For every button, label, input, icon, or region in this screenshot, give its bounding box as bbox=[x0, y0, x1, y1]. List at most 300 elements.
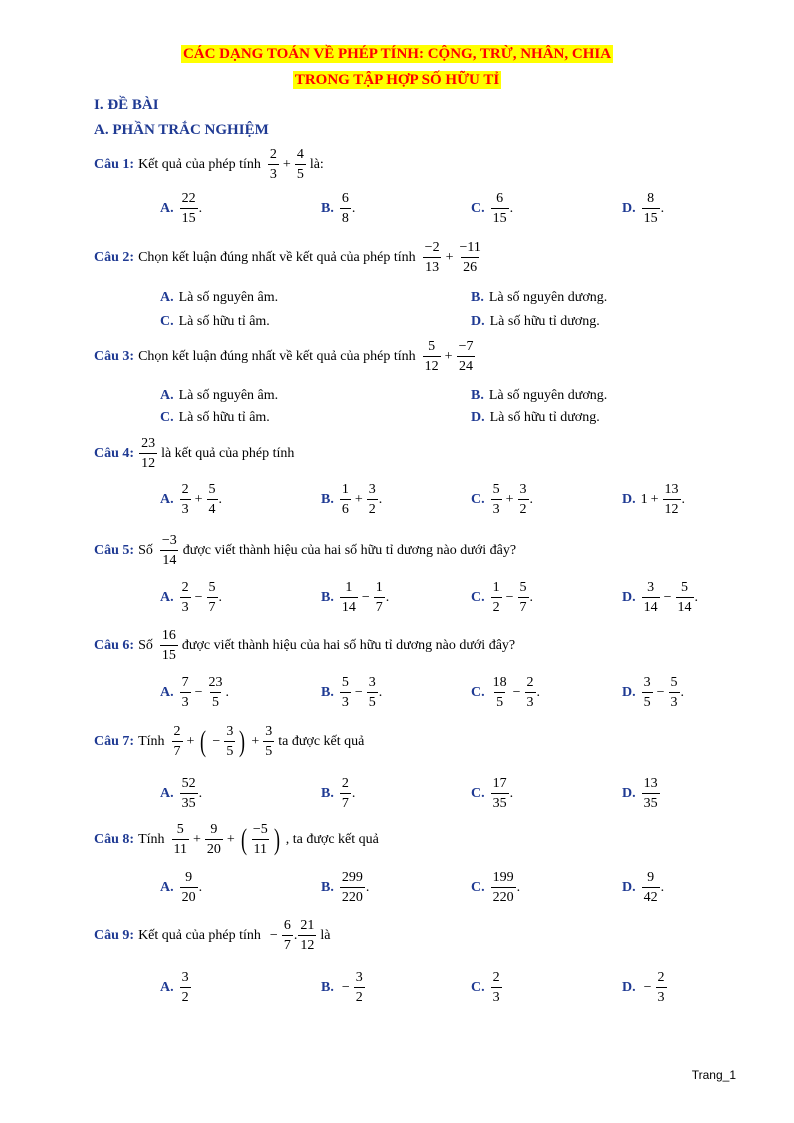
question-text: là bbox=[320, 927, 331, 943]
expr-text: Là số hữu tỉ âm. bbox=[178, 314, 270, 329]
option-expression bbox=[179, 580, 222, 616]
denominator: 7 bbox=[374, 597, 385, 615]
expr-text: . bbox=[509, 785, 514, 801]
option-a[interactable] bbox=[160, 776, 202, 812]
title-text: CÁC DẠNG TOÁN VỀ PHÉP TÍNH: CỘNG, TRỪ, NHÂN, CHIA bbox=[182, 46, 612, 62]
question-label: Câu 6: bbox=[94, 637, 135, 653]
question-text: được viết thành hiệu của hai số hữu tỉ dương nào dưới đây? bbox=[182, 542, 517, 558]
operator: − bbox=[212, 733, 221, 749]
option-label: A. bbox=[160, 979, 174, 995]
expr-text: . bbox=[680, 684, 685, 700]
numerator: 2 bbox=[492, 970, 500, 985]
expr-text: . bbox=[378, 491, 383, 507]
option-a[interactable] bbox=[160, 191, 202, 227]
fraction bbox=[295, 147, 306, 183]
numerator: 3 bbox=[181, 970, 189, 985]
numerator: 5 bbox=[492, 482, 500, 497]
question-text: ta được kết quả bbox=[278, 733, 365, 749]
denominator: 7 bbox=[340, 793, 351, 811]
denominator: 3 bbox=[268, 164, 279, 182]
option-label: C. bbox=[471, 979, 485, 995]
operator: + bbox=[650, 491, 659, 507]
fraction bbox=[180, 970, 191, 1006]
question-label: Câu 5: bbox=[94, 542, 135, 558]
fraction bbox=[180, 482, 191, 518]
numerator: 1 bbox=[341, 482, 349, 497]
fraction bbox=[374, 580, 385, 616]
question-text: Tính bbox=[138, 733, 165, 749]
option-expression bbox=[489, 388, 607, 404]
numerator: 6 bbox=[496, 191, 504, 206]
fraction bbox=[491, 970, 502, 1006]
fraction bbox=[423, 339, 441, 375]
option-label: C. bbox=[471, 589, 485, 605]
fraction bbox=[491, 482, 502, 518]
option-d[interactable] bbox=[622, 191, 664, 227]
expr-text: Là số hữu tỉ âm. bbox=[178, 410, 270, 425]
numerator: 3 bbox=[643, 675, 651, 690]
expr-text: Là số nguyên dương. bbox=[488, 290, 608, 305]
question-2 bbox=[94, 240, 484, 276]
numerator: 9 bbox=[647, 870, 655, 885]
denominator: 12 bbox=[423, 356, 441, 374]
option-b[interactable] bbox=[321, 191, 355, 227]
denominator: 42 bbox=[642, 887, 660, 905]
option-b[interactable] bbox=[321, 870, 369, 906]
question-3 bbox=[94, 339, 476, 375]
option-c[interactable] bbox=[471, 970, 503, 1006]
option-label: C. bbox=[160, 410, 174, 425]
option-a[interactable] bbox=[160, 970, 192, 1006]
numerator: 52 bbox=[181, 776, 196, 791]
numerator: −7 bbox=[458, 339, 474, 354]
option-expression bbox=[490, 970, 503, 1006]
denominator: 2 bbox=[518, 499, 529, 517]
denominator: 5 bbox=[224, 741, 235, 759]
option-c[interactable] bbox=[471, 776, 513, 812]
title-line-2 bbox=[0, 72, 794, 89]
numerator: 2 bbox=[181, 580, 189, 595]
expr-text: . bbox=[529, 589, 534, 605]
fraction bbox=[367, 675, 378, 711]
fraction bbox=[207, 675, 225, 711]
denominator: 35 bbox=[642, 793, 660, 811]
fraction bbox=[642, 580, 660, 616]
numerator: 5 bbox=[208, 580, 216, 595]
fraction bbox=[491, 191, 509, 227]
numerator: 4 bbox=[296, 147, 304, 162]
expr-text: . bbox=[385, 589, 390, 605]
option-d[interactable] bbox=[622, 482, 685, 518]
numerator: 9 bbox=[210, 822, 218, 837]
question-text: Tính bbox=[138, 831, 165, 847]
left-paren: ( bbox=[200, 724, 207, 758]
question-label: Câu 3: bbox=[94, 348, 135, 364]
fraction bbox=[340, 191, 351, 227]
option-expression bbox=[490, 675, 540, 711]
operator: + bbox=[444, 348, 453, 364]
option-expression bbox=[641, 776, 661, 812]
operator: + bbox=[193, 831, 201, 847]
denominator: 2 bbox=[491, 597, 502, 615]
option-expression bbox=[641, 191, 665, 227]
denominator: 35 bbox=[491, 793, 509, 811]
fraction bbox=[172, 822, 189, 858]
option-c[interactable] bbox=[471, 482, 533, 518]
option-label: D. bbox=[622, 200, 636, 216]
numerator: 2 bbox=[269, 147, 277, 162]
operator: − bbox=[194, 684, 203, 700]
numerator: −3 bbox=[161, 533, 177, 548]
numerator: 7 bbox=[181, 675, 189, 690]
option-expression bbox=[339, 776, 356, 812]
left-paren: ( bbox=[240, 822, 247, 856]
operator: + bbox=[282, 156, 291, 172]
option-a[interactable] bbox=[160, 675, 229, 711]
fraction bbox=[642, 776, 660, 812]
numerator: 21 bbox=[300, 918, 315, 933]
operator: − bbox=[194, 589, 203, 605]
fraction bbox=[298, 918, 316, 954]
fraction bbox=[340, 482, 351, 518]
option-b[interactable] bbox=[321, 970, 366, 1006]
expr-text: Là số nguyên âm. bbox=[178, 290, 279, 305]
operator: + bbox=[354, 491, 363, 507]
fraction bbox=[263, 724, 274, 760]
option-expression bbox=[339, 970, 366, 1006]
option-label: D. bbox=[622, 491, 636, 507]
fraction bbox=[282, 918, 293, 954]
option-label: B. bbox=[321, 979, 334, 995]
fraction bbox=[642, 675, 653, 711]
numerator: 199 bbox=[492, 870, 514, 885]
option-expression bbox=[490, 314, 600, 330]
numerator: 3 bbox=[368, 675, 376, 690]
option-label: B. bbox=[471, 290, 484, 305]
fraction bbox=[525, 675, 536, 711]
option-b[interactable] bbox=[321, 482, 382, 518]
option-label: C. bbox=[471, 200, 485, 216]
option-label: B. bbox=[321, 200, 334, 216]
option-label: B. bbox=[321, 785, 334, 801]
denominator: 12 bbox=[139, 453, 157, 471]
option-expression bbox=[339, 580, 389, 616]
operator: + bbox=[194, 491, 203, 507]
option-c[interactable] bbox=[160, 410, 270, 426]
fraction bbox=[354, 970, 365, 1006]
option-expression bbox=[179, 776, 203, 812]
numerator: −5 bbox=[252, 822, 268, 837]
numerator: 1 bbox=[345, 580, 353, 595]
denominator: 14 bbox=[340, 597, 358, 615]
option-label: A. bbox=[160, 491, 174, 507]
option-a[interactable] bbox=[160, 482, 222, 518]
denominator: 11 bbox=[252, 839, 269, 857]
question-expression bbox=[171, 724, 276, 760]
fraction bbox=[518, 580, 529, 616]
numerator: 299 bbox=[341, 870, 363, 885]
option-b[interactable] bbox=[471, 388, 607, 404]
fraction bbox=[340, 580, 358, 616]
denominator: 3 bbox=[180, 499, 191, 517]
option-expression bbox=[179, 970, 192, 1006]
denominator: 5 bbox=[210, 692, 221, 710]
option-label: B. bbox=[471, 388, 484, 403]
denominator: 12 bbox=[663, 499, 681, 517]
option-label: D. bbox=[471, 410, 485, 425]
denominator: 35 bbox=[180, 793, 198, 811]
fraction bbox=[663, 482, 681, 518]
fraction bbox=[340, 776, 351, 812]
question-expression bbox=[422, 240, 484, 276]
option-label: D. bbox=[622, 979, 636, 995]
fraction bbox=[224, 724, 235, 760]
expr-text: . bbox=[225, 684, 230, 700]
fraction bbox=[160, 628, 178, 664]
denominator: 11 bbox=[172, 839, 189, 857]
option-a[interactable] bbox=[160, 388, 278, 404]
subsection-heading: A. PHẦN TRẮC NGHIỆM bbox=[94, 122, 269, 138]
option-label: A. bbox=[160, 200, 174, 216]
numerator: −11 bbox=[459, 240, 481, 255]
option-expression bbox=[641, 580, 698, 616]
question-expression bbox=[159, 533, 180, 569]
numerator: 5 bbox=[208, 482, 216, 497]
operator: − bbox=[512, 684, 521, 700]
numerator: 3 bbox=[368, 482, 376, 497]
option-expression bbox=[179, 191, 203, 227]
question-text: Số bbox=[138, 542, 153, 558]
expr-text: . bbox=[198, 879, 203, 895]
numerator: 5 bbox=[681, 580, 689, 595]
denominator: 15 bbox=[160, 645, 178, 663]
option-d[interactable] bbox=[622, 970, 668, 1006]
operator: − bbox=[663, 589, 672, 605]
numerator: 8 bbox=[647, 191, 655, 206]
fraction bbox=[676, 580, 694, 616]
denominator: 220 bbox=[340, 887, 365, 905]
expr-text: 1 bbox=[640, 491, 648, 507]
question-label: Câu 9: bbox=[94, 927, 135, 943]
option-c[interactable] bbox=[471, 191, 513, 227]
option-label: B. bbox=[321, 879, 334, 895]
fraction bbox=[491, 870, 516, 906]
fraction bbox=[491, 675, 509, 711]
denominator: 3 bbox=[656, 987, 667, 1005]
page-footer: Trang_1 bbox=[691, 1068, 736, 1082]
option-d[interactable] bbox=[471, 314, 600, 330]
operator: + bbox=[251, 733, 260, 749]
denominator: 220 bbox=[491, 887, 516, 905]
option-d[interactable] bbox=[622, 776, 661, 812]
expr-text: . bbox=[660, 200, 665, 216]
option-d[interactable] bbox=[622, 580, 698, 616]
option-expression bbox=[179, 290, 279, 306]
question-expression bbox=[171, 822, 283, 858]
fraction bbox=[180, 776, 198, 812]
option-label: B. bbox=[321, 491, 334, 507]
option-label: D. bbox=[622, 879, 636, 895]
numerator: 5 bbox=[519, 580, 527, 595]
option-label: D. bbox=[622, 684, 636, 700]
option-expression bbox=[490, 776, 514, 812]
option-d[interactable] bbox=[622, 675, 684, 711]
denominator: 3 bbox=[491, 987, 502, 1005]
fraction bbox=[172, 724, 183, 760]
denominator: 3 bbox=[180, 692, 191, 710]
fraction bbox=[180, 580, 191, 616]
numerator: 3 bbox=[355, 970, 363, 985]
option-b[interactable] bbox=[321, 580, 389, 616]
operator: + bbox=[186, 733, 195, 749]
denominator: 3 bbox=[669, 692, 680, 710]
expr-text: . bbox=[198, 200, 203, 216]
option-a[interactable] bbox=[160, 870, 202, 906]
option-c[interactable] bbox=[160, 314, 270, 330]
option-label: C. bbox=[471, 785, 485, 801]
expr-text: . bbox=[293, 927, 298, 943]
question-expression bbox=[422, 339, 477, 375]
denominator: 3 bbox=[525, 692, 536, 710]
operator: − bbox=[656, 684, 665, 700]
operator: − bbox=[643, 979, 652, 995]
numerator: 5 bbox=[176, 822, 184, 837]
option-expression bbox=[179, 314, 270, 330]
fraction bbox=[491, 580, 502, 616]
fraction bbox=[180, 191, 198, 227]
option-label: A. bbox=[160, 290, 174, 305]
operator: + bbox=[226, 831, 235, 847]
title-line-1 bbox=[0, 46, 794, 63]
question-label: Câu 1: bbox=[94, 156, 135, 172]
question-9 bbox=[94, 918, 330, 954]
expr-text: Là số hữu tỉ dương. bbox=[489, 410, 600, 425]
section-heading: I. ĐỀ BÀI bbox=[94, 97, 159, 113]
fraction bbox=[457, 339, 476, 375]
option-b[interactable] bbox=[471, 290, 607, 306]
numerator: 16 bbox=[161, 628, 176, 643]
denominator: 5 bbox=[263, 741, 274, 759]
option-expression bbox=[641, 482, 685, 518]
option-expression bbox=[179, 870, 203, 906]
denominator: 5 bbox=[295, 164, 306, 182]
denominator: 15 bbox=[491, 208, 509, 226]
option-b[interactable] bbox=[321, 776, 355, 812]
expr-text: . bbox=[378, 684, 383, 700]
fraction bbox=[642, 191, 660, 227]
denominator: 2 bbox=[180, 987, 191, 1005]
operator: − bbox=[361, 589, 370, 605]
fraction bbox=[139, 436, 157, 472]
expr-text: . bbox=[529, 491, 534, 507]
option-label: C. bbox=[471, 879, 485, 895]
expr-text: . bbox=[681, 491, 686, 507]
fraction bbox=[656, 970, 667, 1006]
fraction bbox=[207, 482, 218, 518]
option-a[interactable] bbox=[160, 580, 222, 616]
numerator: 2 bbox=[526, 675, 534, 690]
numerator: 1 bbox=[492, 580, 500, 595]
option-a[interactable] bbox=[160, 290, 278, 306]
denominator: 3 bbox=[491, 499, 502, 517]
numerator: 2 bbox=[181, 482, 189, 497]
fraction bbox=[207, 580, 218, 616]
operator: − bbox=[354, 684, 363, 700]
expr-text: Là số nguyên dương. bbox=[488, 388, 608, 403]
right-paren: ) bbox=[273, 822, 280, 856]
fraction bbox=[642, 870, 660, 906]
expr-text: Là số hữu tỉ dương. bbox=[489, 314, 600, 329]
option-c[interactable] bbox=[471, 870, 520, 906]
numerator: 6 bbox=[283, 918, 291, 933]
option-expression bbox=[179, 410, 270, 426]
denominator: 14 bbox=[676, 597, 694, 615]
denominator: 14 bbox=[642, 597, 660, 615]
denominator: 8 bbox=[340, 208, 351, 226]
question-text: Kết quả của phép tính bbox=[138, 156, 261, 172]
option-label: D. bbox=[622, 589, 636, 605]
denominator: 3 bbox=[340, 692, 351, 710]
option-b[interactable] bbox=[321, 675, 382, 711]
question-5 bbox=[94, 533, 516, 569]
denominator: 3 bbox=[180, 597, 191, 615]
expr-text: . bbox=[516, 879, 521, 895]
numerator: 1 bbox=[375, 580, 383, 595]
option-label: A. bbox=[160, 388, 174, 403]
option-c[interactable] bbox=[471, 675, 540, 711]
option-expression bbox=[641, 970, 668, 1006]
expr-text: . bbox=[351, 200, 356, 216]
expr-text: . bbox=[509, 200, 514, 216]
option-expression bbox=[490, 191, 514, 227]
option-d[interactable] bbox=[622, 870, 664, 906]
option-d[interactable] bbox=[471, 410, 600, 426]
numerator: 17 bbox=[492, 776, 507, 791]
question-8 bbox=[94, 822, 379, 858]
denominator: 20 bbox=[205, 839, 223, 857]
option-label: D. bbox=[471, 314, 485, 329]
numerator: 2 bbox=[341, 776, 349, 791]
denominator: 13 bbox=[423, 257, 441, 275]
question-text: là: bbox=[309, 156, 324, 172]
denominator: 26 bbox=[461, 257, 479, 275]
denominator: 20 bbox=[180, 887, 198, 905]
denominator: 2 bbox=[354, 987, 365, 1005]
denominator: 12 bbox=[298, 935, 316, 953]
question-text: , ta được kết quả bbox=[285, 831, 379, 847]
expr-text: . bbox=[536, 684, 541, 700]
expr-text: . bbox=[694, 589, 699, 605]
question-label: Câu 2: bbox=[94, 249, 135, 265]
operator: − bbox=[269, 927, 278, 943]
operator: + bbox=[445, 249, 454, 265]
numerator: 13 bbox=[664, 482, 679, 497]
option-expression bbox=[339, 191, 356, 227]
option-c[interactable] bbox=[471, 580, 533, 616]
denominator: 6 bbox=[340, 499, 351, 517]
fraction bbox=[367, 482, 378, 518]
option-expression bbox=[490, 870, 521, 906]
denominator: 7 bbox=[282, 935, 293, 953]
denominator: 14 bbox=[160, 550, 178, 568]
option-label: D. bbox=[622, 785, 636, 801]
option-expression bbox=[339, 675, 382, 711]
fraction bbox=[423, 240, 442, 276]
denominator: 7 bbox=[172, 741, 183, 759]
question-label: Câu 8: bbox=[94, 831, 135, 847]
fraction bbox=[340, 870, 365, 906]
operator: − bbox=[505, 589, 514, 605]
